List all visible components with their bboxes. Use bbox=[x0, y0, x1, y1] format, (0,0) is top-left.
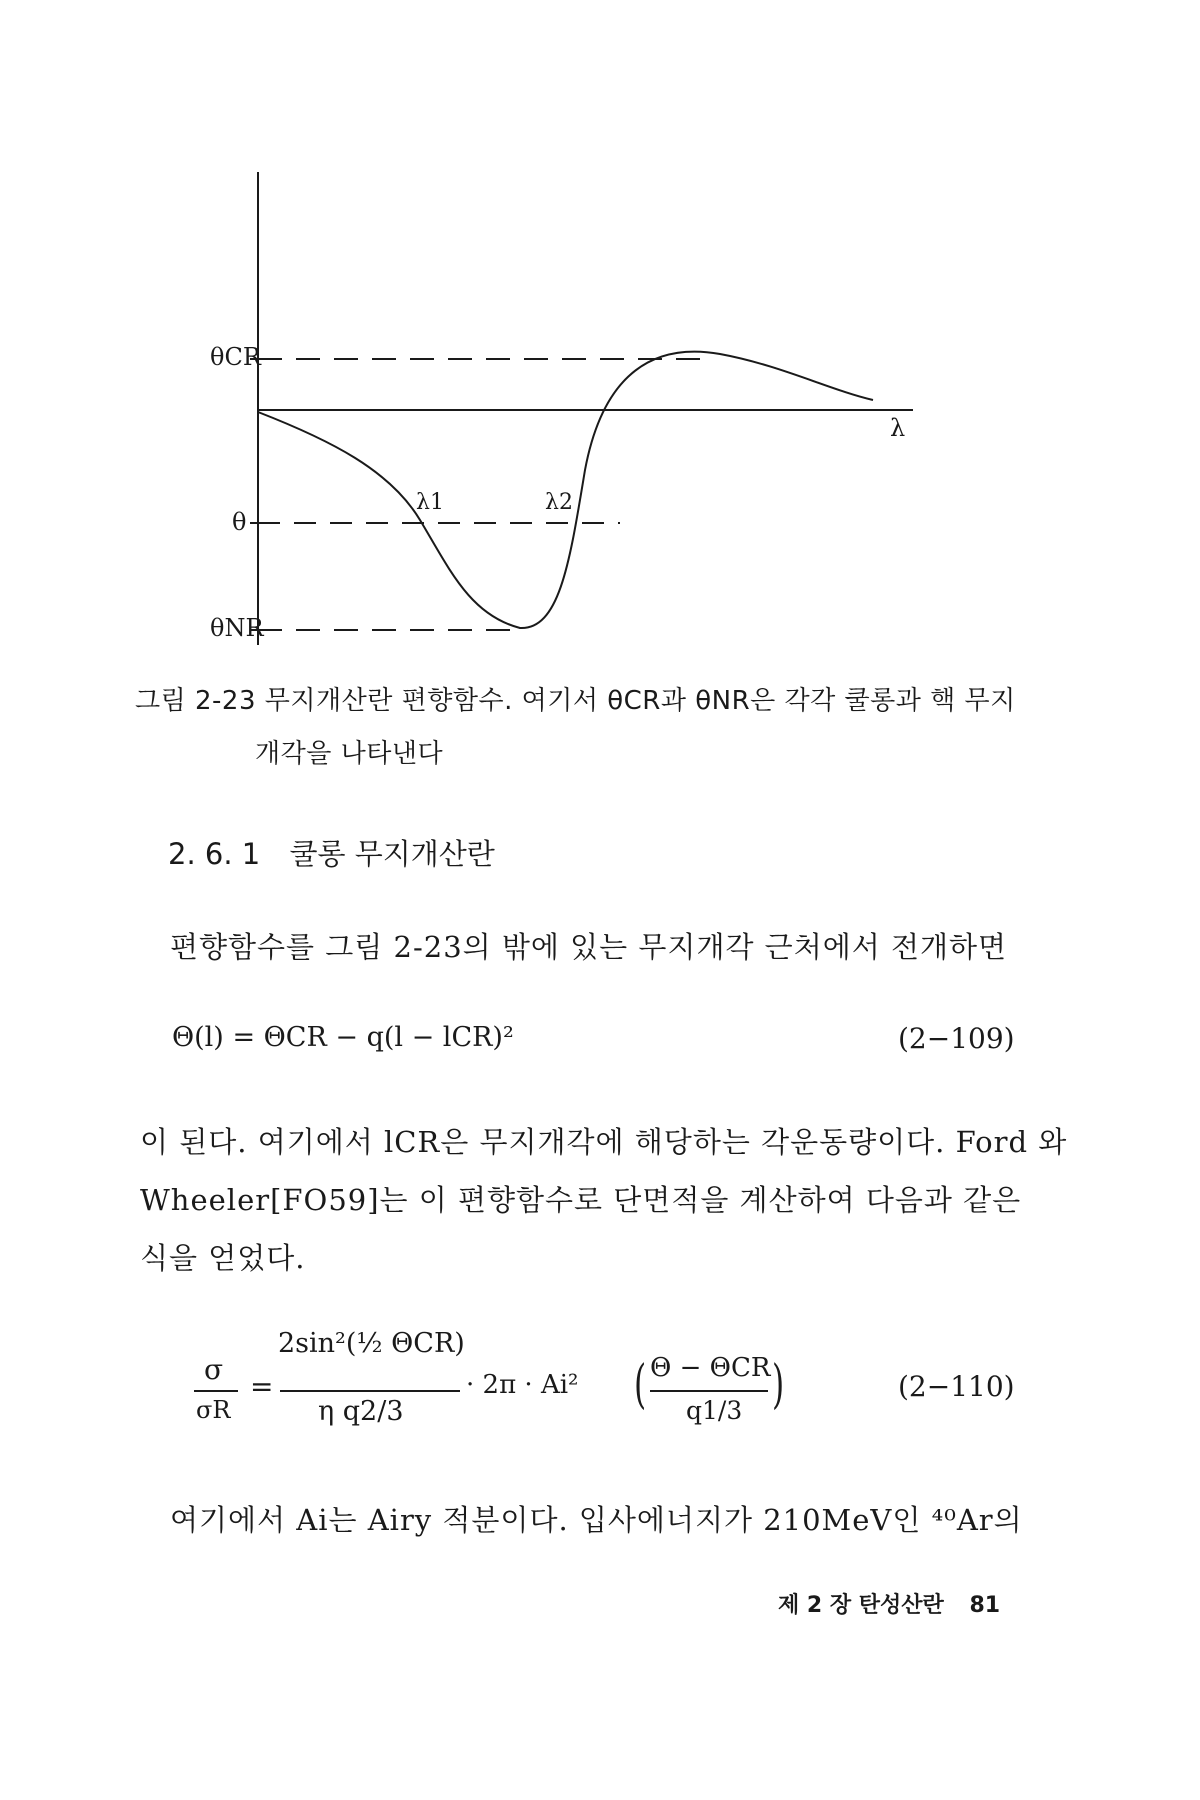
eq2-left-paren: ( bbox=[634, 1355, 647, 1415]
eq2-arg-fraction-bar bbox=[650, 1390, 768, 1392]
paragraph-2-line3: 식을 얻었다. bbox=[140, 1241, 306, 1275]
page-number: 81 bbox=[969, 1593, 1001, 1618]
eq2-arg-numerator: Θ − ΘCR bbox=[650, 1353, 771, 1383]
section-heading bbox=[168, 832, 495, 873]
label-theta: θ bbox=[232, 508, 247, 536]
label-theta-nr: θNR bbox=[210, 614, 264, 642]
equation-number-2-110: (2−110) bbox=[898, 1370, 1015, 1403]
paragraph-3: 여기에서 Ai는 Airy 적분이다. 입사에너지가 210MeV인 ⁴⁰Ar의 bbox=[170, 1503, 1023, 1537]
equation-number-2-109: (2−109) bbox=[898, 1022, 1015, 1055]
label-lambda1: λ1 bbox=[416, 490, 444, 515]
eq2-denominator: η q2/3 bbox=[318, 1396, 404, 1427]
eq2-numerator: 2sin²(½ ΘCR) bbox=[278, 1328, 465, 1359]
footer bbox=[778, 1588, 1000, 1619]
eq2-middle-term: · 2π · Ai² bbox=[466, 1370, 579, 1400]
eq1-rhs: ΘCR − q(l − lCR)² bbox=[263, 1022, 514, 1053]
paragraph-1: 편향함수를 그림 2-23의 밖에 있는 무지개각 근처에서 전개하면 bbox=[170, 930, 1008, 964]
eq2-main-fraction-bar bbox=[280, 1390, 460, 1392]
eq2-lhs-numerator: σ bbox=[204, 1353, 224, 1386]
figure-caption-line1: 그림 2-23 무지개산란 편향함수. 여기서 θCR과 θNR은 각각 쿨롱과 핵 무지 bbox=[135, 686, 1016, 716]
eq2-arg-denominator: q1/3 bbox=[686, 1396, 743, 1425]
deflection-function-figure bbox=[0, 0, 1200, 700]
paragraph-2-line1: 이 된다. 여기에서 lCR은 무지개각에 해당하는 각운동량이다. Ford 와 bbox=[140, 1125, 1068, 1159]
eq2-lhs-denominator: σR bbox=[196, 1396, 231, 1424]
figure-caption-line2: 개각을 나타낸다 bbox=[255, 739, 444, 769]
eq2-equals: = bbox=[250, 1370, 274, 1403]
eq2-lhs-fraction-bar bbox=[194, 1390, 238, 1392]
paragraph-2-line2: Wheeler[FO59]는 이 편향함수로 단면적을 계산하여 다음과 같은 bbox=[140, 1183, 1022, 1217]
section-number: 2. 6. 1 bbox=[168, 837, 261, 871]
label-lambda: λ bbox=[890, 414, 906, 442]
eq2-right-paren: ) bbox=[772, 1355, 785, 1415]
label-theta-cr: θCR bbox=[210, 343, 261, 371]
eq1-lhs: Θ(l) bbox=[172, 1022, 224, 1053]
eq1-equals: = bbox=[232, 1022, 256, 1053]
label-lambda2: λ2 bbox=[545, 490, 573, 515]
section-title: 쿨롱 무지개산란 bbox=[289, 837, 495, 871]
equation-2-109 bbox=[172, 1022, 514, 1053]
footer-chapter: 제 2 장 탄성산란 bbox=[778, 1593, 944, 1618]
